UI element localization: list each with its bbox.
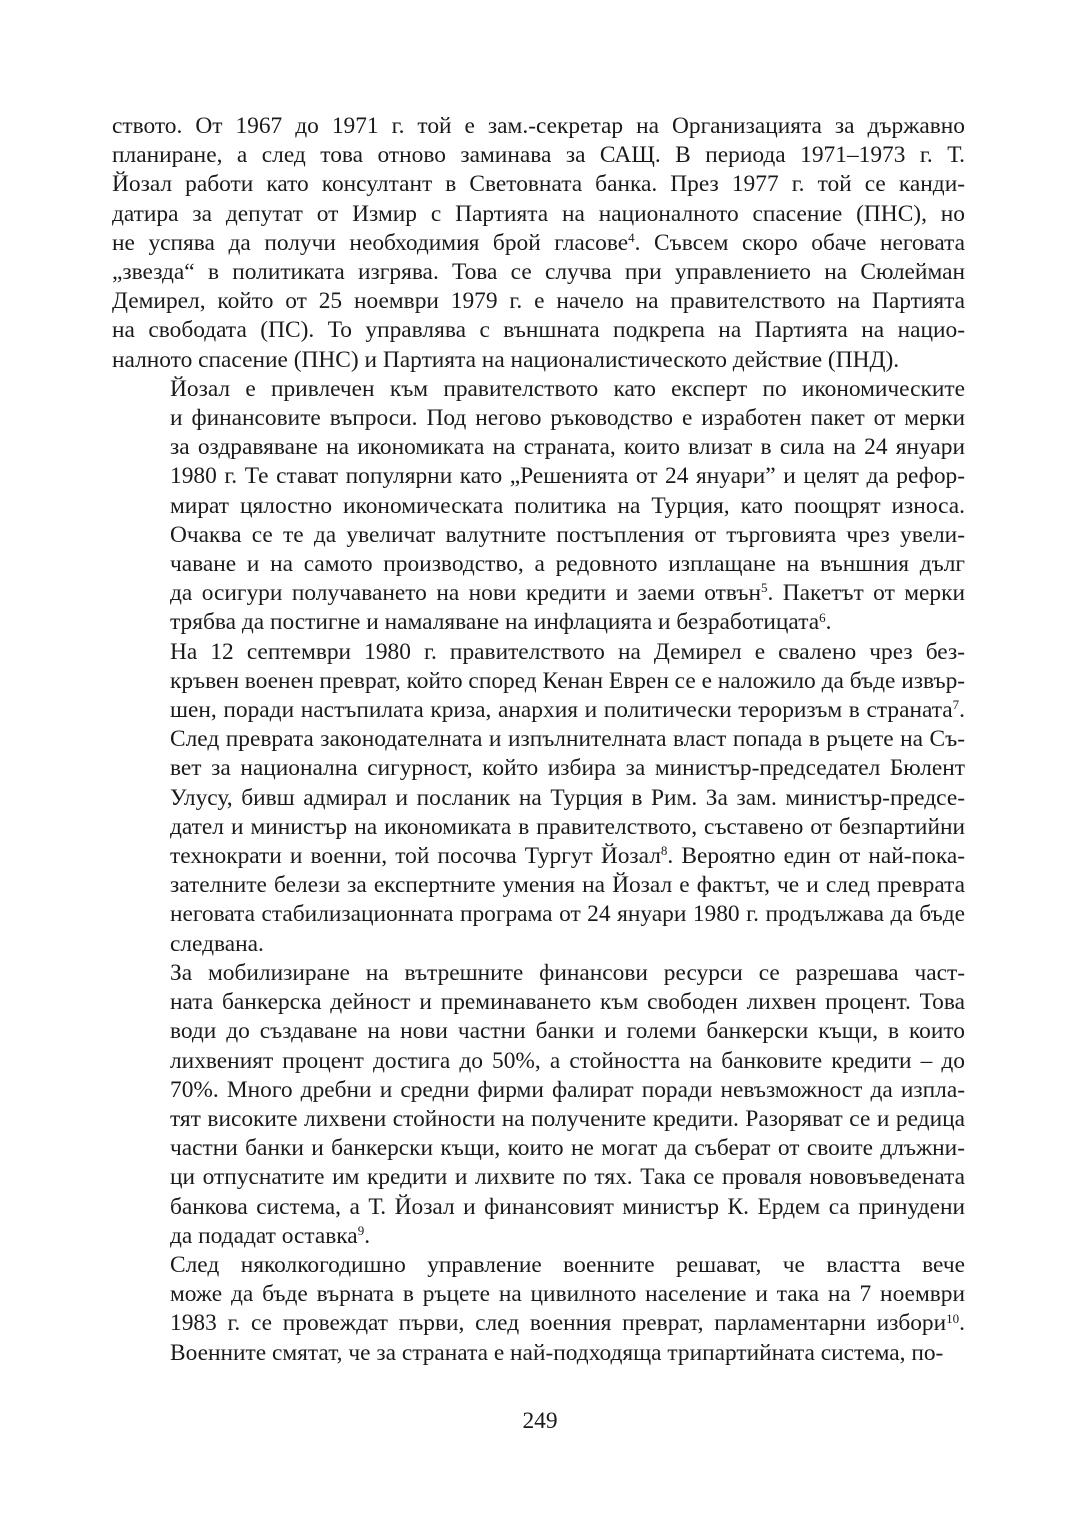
text-segment: . Вероятно един от най-пока- — [667, 843, 965, 870]
text-line — [112, 287, 965, 316]
text-segment: ната банкерска дейност и преминаването към свободен лихвен процент. Това — [170, 989, 965, 1016]
text-segment: ци отпуснатите им кредити и лихвите по тях. Така се проваля нововъведената — [170, 1164, 965, 1191]
text-segment: Улусу, бивш адмирал и посланик на Турция в Рим. За зам. министър-предсе- — [170, 784, 965, 811]
paragraph — [112, 638, 965, 959]
text-segment: частни банки и банкерски къщи, които не могат да съберат от своите длъжни- — [170, 1135, 965, 1162]
text-line — [112, 784, 965, 813]
text-segment: . Пакетът от мерки — [767, 580, 965, 607]
text-line — [112, 433, 965, 462]
text-segment: . — [364, 1222, 371, 1249]
paragraph — [112, 1251, 965, 1368]
text-line — [112, 375, 965, 404]
text-segment: чаване и на самото производство, а редовното изплащане на външния дълг — [170, 551, 965, 578]
footnote-marker: 7 — [952, 697, 960, 713]
text-line — [112, 462, 965, 491]
text-line — [112, 1222, 965, 1251]
text-segment: След преврата законодателната и изпълнителната власт попада в ръцете на Съ- — [170, 726, 965, 753]
text-segment: мират цялостно икономическата политика на Турция, като поощрят износа. — [170, 492, 965, 519]
text-segment: банкова система, а Т. Йозал и финансовият министър К. Ердем са принудени — [170, 1193, 965, 1220]
text-segment: ството. От 1967 до 1971 г. той е зам.-секретар на Организацията за държавно — [112, 113, 965, 139]
text-segment: На 12 септември 1980 г. правителството на Демирел е свалено чрез без- — [170, 638, 965, 665]
text-segment: неговата стабилизационната програма от 24 януари 1980 г. продължава да бъде — [170, 901, 965, 928]
text-segment: да осигури получаването на нови кредити и заеми отвън — [170, 580, 761, 607]
text-line — [112, 550, 965, 579]
footnote-marker: 9 — [357, 1222, 365, 1238]
text-segment: шен, поради настъпилата криза, анархия и политически тероризъм в страната — [170, 697, 953, 724]
text-segment: и финансовите въпроси. Под негово ръководство е изработен пакет от мерки — [170, 405, 965, 432]
text-segment: датира за депутат от Измир с Партията на националното спасение (ПНС), но — [112, 200, 965, 227]
text-line — [112, 316, 965, 345]
text-segment: да подадат оставка — [170, 1222, 358, 1249]
text-segment: води до създаване на нови частни банки и големи банкерски къщи, в които — [170, 1018, 965, 1045]
page-number: 249 — [522, 1408, 558, 1434]
text-segment: лихвеният процент достига до 50%, а стойността на банковите кредити – до — [170, 1047, 965, 1074]
text-segment: . — [825, 609, 832, 636]
text-line — [112, 258, 965, 287]
text-line — [112, 813, 965, 842]
footnote-marker: 10 — [946, 1310, 960, 1326]
text-line — [112, 1047, 965, 1076]
text-segment: За мобилизиране на вътрешните финансови ресурси се разрешава част- — [170, 959, 965, 986]
text-segment: Военните смятат, че за страната е най-подходяща трипартийната система, по- — [170, 1339, 944, 1366]
text-line — [112, 696, 965, 725]
text-segment: След няколкогодишно управление военните решават, че властта вече — [170, 1251, 965, 1278]
paragraph — [112, 112, 965, 375]
footnote-marker: 4 — [628, 230, 635, 246]
text-segment: може да бъде върната в ръцете на цивилното население и така на 7 ноември — [170, 1281, 965, 1308]
text-line — [112, 988, 965, 1017]
text-segment: зателните белези за експертните умения на Йозал е фактът, че и след преврата — [170, 872, 965, 899]
text-line — [112, 667, 965, 696]
text-segment: налното спасение (ПНС) и Партията на националистическото действие (ПНД). — [112, 346, 900, 373]
text-segment: на свободата (ПС). То управлява с външната подкрепа на Партията на нацио- — [112, 317, 965, 344]
text-line — [112, 579, 965, 608]
text-segment: . — [959, 697, 965, 724]
text-line — [112, 1076, 965, 1105]
text-line — [112, 521, 965, 550]
text-segment: 1983 г. се провеждат първи, след военния преврат, парламентарни избори — [170, 1310, 947, 1337]
text-line — [112, 141, 965, 170]
text-line — [112, 1309, 965, 1338]
text-segment: трябва да постигне и намаляване на инфлацията и безработицата — [170, 609, 820, 636]
text-segment: следвана. — [170, 930, 264, 957]
text-segment: вет за национална сигурност, който избира за министър-председател Бюлент — [170, 755, 965, 782]
text-line — [112, 638, 965, 667]
text-line — [112, 1017, 965, 1046]
text-line — [112, 754, 965, 783]
text-segment: 70%. Много дребни и средни фирми фалират поради невъзможност да изпла- — [170, 1076, 965, 1103]
footnote-marker: 6 — [819, 609, 826, 625]
text-segment: Демирел, който от 25 ноември 1979 г. е начело на правителството на Партията — [112, 288, 965, 315]
text-line — [112, 404, 965, 433]
text-segment: кръвен военен преврат, който според Кенан Еврен се е наложило да бъде извър- — [170, 667, 966, 694]
text-segment: Очаква се те да увеличат валутните постъпления от търговията чрез увели- — [170, 521, 965, 548]
text-line — [112, 842, 965, 871]
text-segment: Йозал е привлечен към правителството като експерт по икономическите — [170, 375, 965, 402]
text-line — [112, 608, 965, 637]
text-line — [112, 725, 965, 754]
paragraph — [112, 959, 965, 1251]
document-body — [112, 112, 965, 1368]
text-segment: технократи и военни, той посочва Тургут Йозал — [170, 843, 661, 870]
text-line — [112, 871, 965, 900]
text-line — [112, 200, 965, 229]
text-line — [112, 1163, 965, 1192]
text-segment: тят високите лихвени стойности на получените кредити. Разоряват се и редица — [170, 1105, 965, 1132]
text-segment: Йозал работи като консултант в Световната банка. През 1977 г. той се канди- — [112, 171, 965, 198]
text-line — [112, 930, 965, 959]
text-line — [112, 1193, 965, 1222]
text-line — [112, 1105, 965, 1134]
text-line — [112, 170, 965, 199]
text-segment: за оздравяване на икономиката на страната, които влизат в сила на 24 януари — [170, 434, 965, 461]
text-segment: . — [959, 1310, 965, 1337]
paragraph — [112, 375, 965, 638]
text-line — [112, 112, 965, 141]
text-segment: 1980 г. Те стават популярни като „Решенията от 24 януари” и целят да рефор- — [170, 463, 965, 490]
text-line — [112, 1339, 965, 1368]
footnote-marker: 8 — [660, 843, 668, 859]
text-line — [112, 959, 965, 988]
text-segment: дател и министър на икономиката в правителството, съставено от безпартийни — [170, 813, 965, 840]
text-line — [112, 492, 965, 521]
text-line — [112, 1134, 965, 1163]
text-line — [112, 1280, 965, 1309]
text-segment: . Съвсем скоро обаче неговата — [634, 229, 965, 256]
text-line — [112, 346, 965, 375]
text-line — [112, 229, 965, 258]
text-segment: „звезда“ в политиката изгрява. Това се случва при управлението на Сюлейман — [112, 259, 965, 286]
text-line — [112, 900, 965, 929]
text-segment: планиране, а след това отново заминава за САЩ. В периода 1971–1973 г. Т. — [112, 142, 965, 169]
text-line — [112, 1251, 965, 1280]
footnote-marker: 5 — [760, 580, 768, 596]
text-segment: не успява да получи необходимия брой гласове — [112, 229, 629, 256]
